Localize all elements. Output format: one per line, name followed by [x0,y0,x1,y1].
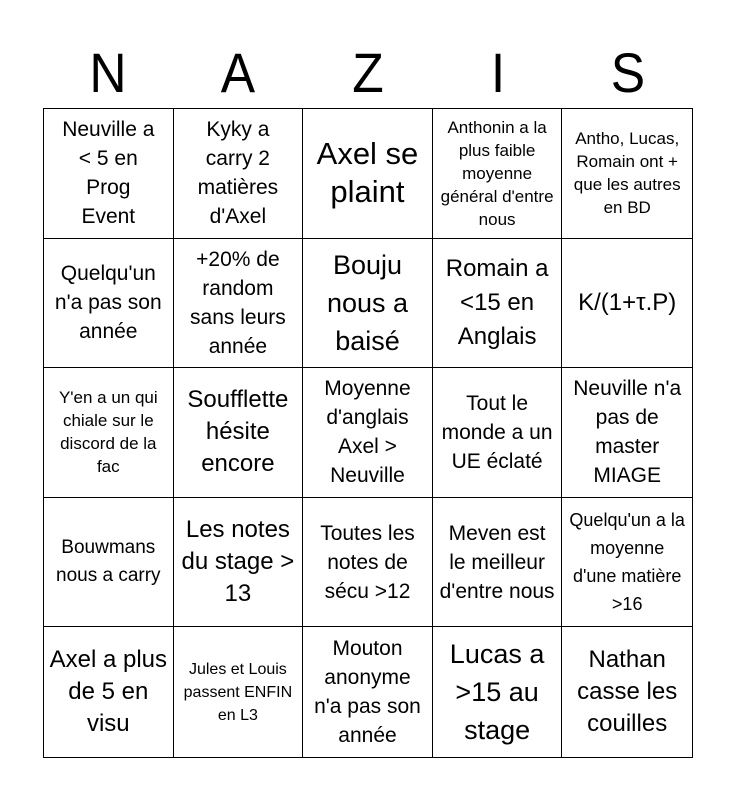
header-letter-n: N [89,41,127,104]
header-letter-i: I [490,41,506,104]
header-letter-s: S [610,41,646,104]
bingo-cell[interactable] [303,368,433,498]
bingo-cell[interactable] [562,109,692,239]
cell-text: Nathan casse les couilles [577,646,678,738]
bingo-cell[interactable] [44,109,174,239]
cell-text: Soufflette hésite encore [187,386,289,478]
header-letter-z: Z [352,41,384,104]
bingo-cell[interactable] [433,627,563,757]
cell-text: +20% de random sans leurs année [190,247,286,358]
cell-text: Bouju nous a baisé [326,249,409,356]
bingo-cell[interactable] [174,109,304,239]
bingo-header [43,38,693,108]
bingo-cell[interactable] [433,109,563,239]
bingo-cell[interactable] [174,498,304,628]
bingo-cell[interactable] [174,239,304,369]
bingo-cell[interactable] [44,627,174,757]
bingo-cell[interactable] [562,498,692,628]
bingo-cell[interactable] [303,498,433,628]
cell-text: Mouton anonyme n'a pas son année [314,637,421,748]
cell-text: Meven est le meilleur d'entre nous [439,521,555,603]
cell-text: Neuville n'a pas de master MIAGE [573,377,682,488]
cell-text: Quelqu'un a la moyenne d'une matière >16 [569,510,685,615]
cell-text: Les notes du stage > 13 [181,516,295,608]
cell-text: Tout le monde a un UE éclaté [441,391,553,473]
cell-text: Moyenne d'anglais Axel > Neuville [324,377,411,488]
bingo-cell[interactable] [303,109,433,239]
cell-text: Bouwmans nous a carry [56,537,161,587]
bingo-cell[interactable] [303,627,433,757]
cell-text: Axel a plus de 5 en visu [49,646,167,738]
bingo-cell[interactable] [44,239,174,369]
bingo-cell[interactable] [174,368,304,498]
header-letter-a: A [220,41,256,104]
cell-text: Antho, Lucas, Romain ont + que les autres en BD [573,129,681,218]
cell-text: Lucas a >15 au stage [449,639,545,746]
bingo-cell[interactable] [562,627,692,757]
bingo-grid [43,108,693,758]
bingo-cell[interactable] [303,239,433,369]
cell-text: Y'en a un qui chiale sur le discord de la fac [58,388,158,477]
cell-text: Jules et Louis passent ENFIN en L3 [183,660,293,724]
bingo-cell[interactable] [562,368,692,498]
cell-text: Kyky a carry 2 matières d'Axel [197,118,279,229]
bingo-cell[interactable] [44,498,174,628]
cell-text: Axel se plaint [316,136,419,210]
bingo-cell[interactable] [44,368,174,498]
bingo-cell[interactable] [433,368,563,498]
cell-text: Toutes les notes de sécu >12 [320,521,415,603]
cell-text: Neuville a < 5 en Prog Event [62,118,155,229]
cell-text: Romain a <15 en Anglais [445,254,549,350]
bingo-cell[interactable] [433,239,563,369]
cell-text: K/(1+τ.P) [578,288,677,316]
bingo-cell[interactable] [433,498,563,628]
bingo-cell[interactable] [174,627,304,757]
cell-text: Quelqu'un n'a pas son année [54,262,162,344]
bingo-cell[interactable] [562,239,692,369]
cell-text: Anthonin a la plus faible moyenne général d'entre nous [440,117,554,229]
